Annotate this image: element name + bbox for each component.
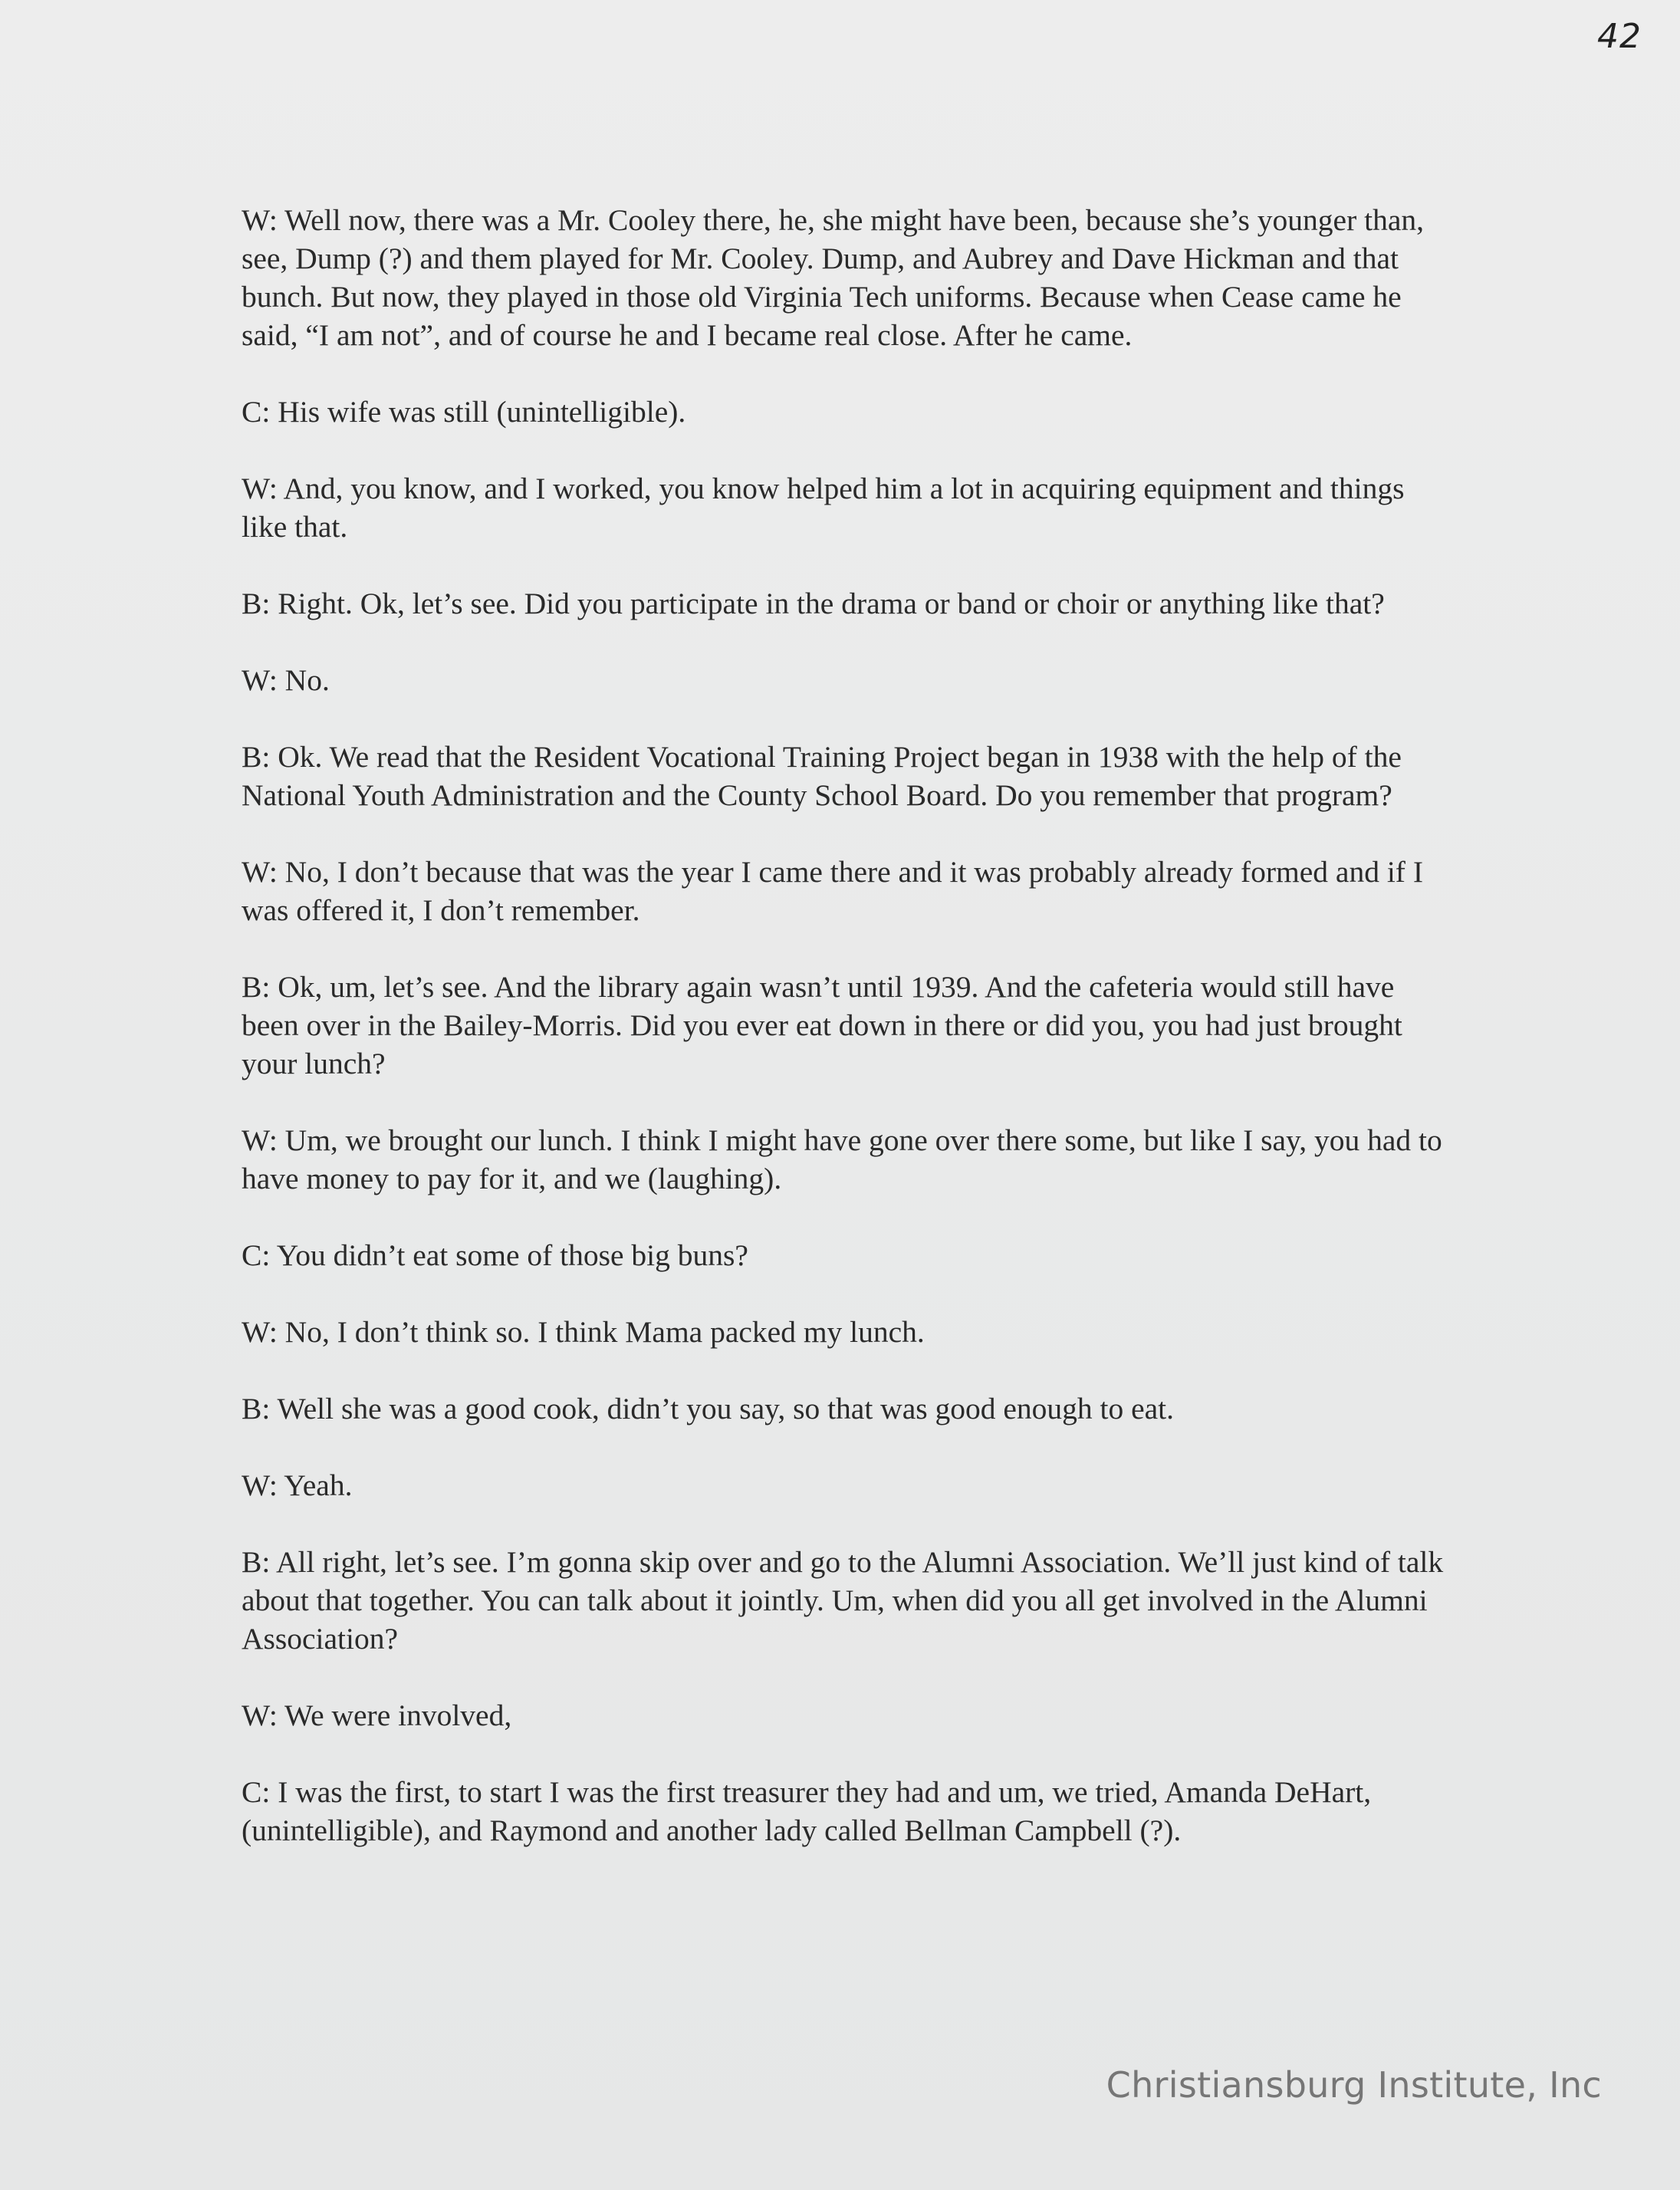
transcript-paragraph: C: His wife was still (unintelligible). — [242, 395, 686, 429]
transcript-paragraph: B: All right, let’s see. I’m gonna skip over and go to the Alumni Association. We’ll just kind of talk about that together. You can talk about it jointly. Um, when did you all get involved in the Alumni Association? — [242, 1545, 1444, 1656]
page-number: 42 — [1597, 17, 1642, 56]
transcript-paragraph: W: And, you know, and I worked, you know helped him a lot in acquiring equipment and things like that. — [242, 472, 1405, 544]
transcript-paragraph: B: Right. Ok, let’s see. Did you participate in the drama or band or choir or anything like that? — [242, 587, 1385, 620]
transcript-paragraph: B: Ok, um, let’s see. And the library again wasn’t until 1939. And the cafeteria would still have been over in the Bailey-Morris. Did you ever eat down in there or did you, you had just brought your lunch? — [242, 970, 1402, 1080]
transcript-paragraph: C: You didn’t eat some of those big buns? — [242, 1238, 748, 1272]
watermark: Christiansburg Institute, Inc — [1106, 2064, 1602, 2106]
transcript-paragraph: W: No. — [242, 663, 330, 697]
transcript-paragraph: W: No, I don’t because that was the year I came there and it was probably already formed and if I was offered it, I don’t remember. — [242, 855, 1423, 927]
transcript-paragraph: W: Yeah. — [242, 1468, 353, 1502]
transcript-paragraph: B: Ok. We read that the Resident Vocational Training Project began in 1938 with the help of the National Youth Administration and the County School Board. Do you remember that program? — [242, 740, 1402, 812]
transcript-paragraph: B: Well she was a good cook, didn’t you say, so that was good enough to eat. — [242, 1392, 1175, 1425]
transcript-paragraph: W: We were involved, — [242, 1698, 512, 1732]
transcript-body — [242, 201, 1453, 1888]
transcript-paragraph: C: I was the first, to start I was the first treasurer they had and um, we tried, Amanda DeHart, (unintelligible), and Raymond and another lady called Bellman Campbell (?). — [242, 1775, 1372, 1847]
transcript-paragraph: W: Um, we brought our lunch. I think I might have gone over there some, but like I say, you had to have money to pay for it, and we (laughing). — [242, 1123, 1442, 1195]
transcript-paragraph: W: No, I don’t think so. I think Mama packed my lunch. — [242, 1315, 925, 1349]
transcript-paragraph: W: Well now, there was a Mr. Cooley there, he, she might have been, because she’s younger than, see, Dump (?) and them played for Mr. Cooley. Dump, and Aubrey and Dave Hickman and that bunch. But now, they played in those old Virginia Tech uniforms. Because when Cease came he said, “I am not”, and of course he and I became real close. After he came. — [242, 203, 1424, 352]
